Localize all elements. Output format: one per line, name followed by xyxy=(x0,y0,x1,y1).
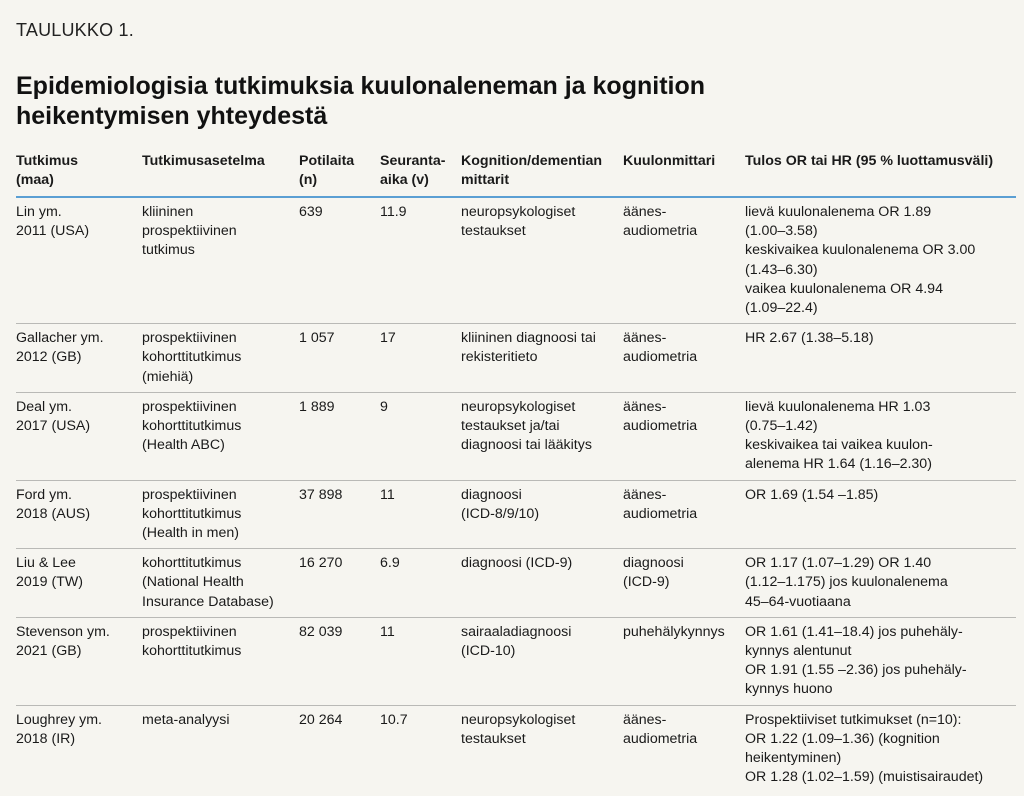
cell-line: prospektiivinen xyxy=(142,330,237,347)
cell-patients xyxy=(299,480,380,549)
cell-line: prospektiivinen xyxy=(142,486,237,503)
cell-cognition-measures xyxy=(461,480,623,549)
cell-design xyxy=(142,392,299,480)
cell-line: Loughrey ym. xyxy=(16,711,102,728)
header-line: Tutkimus xyxy=(16,153,79,169)
cell-line: testaukset ja/tai xyxy=(461,418,560,435)
cell-line: (ICD-10) xyxy=(461,643,516,660)
cell-line: keskivaikea tai vaikea kuulon- xyxy=(745,437,933,454)
cell-patients xyxy=(299,392,380,480)
cell-line: lievä kuulonalenema OR 1.89 xyxy=(745,204,932,220)
cell-line: (National Health xyxy=(142,574,244,591)
cell-result xyxy=(745,480,1016,549)
cell-patients xyxy=(299,324,380,393)
cell-study xyxy=(16,480,142,549)
cell-study xyxy=(16,197,142,324)
column-header-hearing-measure xyxy=(623,152,745,197)
cell-design xyxy=(142,549,299,618)
cell-line: OR 1.22 (1.09–1.36) (kognition xyxy=(745,730,940,747)
cell-line: 2019 (TW) xyxy=(16,574,84,591)
cell-line: 2018 (AUS) xyxy=(16,505,91,522)
cell-line: diagnoosi xyxy=(623,555,684,572)
cell-follow-up xyxy=(380,705,461,792)
cell-line: diagnoosi tai lääkitys xyxy=(461,437,592,454)
cell-line: neuropsykologiset xyxy=(461,711,576,728)
cell-hearing-measure xyxy=(623,392,745,480)
cell-line: kohorttitutkimus xyxy=(142,643,242,660)
cell-follow-up xyxy=(380,392,461,480)
cell-patients xyxy=(299,705,380,792)
cell-line: 2021 (GB) xyxy=(16,643,82,660)
cell-line: kliininen xyxy=(142,204,194,220)
cell-line: 11.9 xyxy=(380,204,407,220)
cell-line: 2017 (USA) xyxy=(16,418,91,435)
cell-line: OR 1.17 (1.07–1.29) OR 1.40 xyxy=(745,555,932,572)
cell-line: diagnoosi (ICD-9) xyxy=(461,555,573,572)
cell-design xyxy=(142,197,299,324)
cell-line: Liu & Lee xyxy=(16,555,76,572)
cell-line: OR 1.28 (1.02–1.59) (muistisairaudet) xyxy=(745,769,984,786)
table-row xyxy=(16,617,1016,705)
table-label: TAULUKKO 1. xyxy=(16,20,134,40)
cell-line: sairaaladiagnoosi xyxy=(461,623,572,640)
cell-line: audiometria xyxy=(623,730,698,747)
cell-cognition-measures xyxy=(461,705,623,792)
cell-hearing-measure xyxy=(623,617,745,705)
cell-study xyxy=(16,705,142,792)
cell-line: (ICD-9) xyxy=(623,574,670,591)
header-line: Tulos OR tai HR (95 % luottamusväli) xyxy=(745,153,994,169)
cell-line: (1.09–22.4) xyxy=(745,300,818,317)
cell-line: (Health ABC) xyxy=(142,437,225,454)
column-header-design xyxy=(142,152,299,197)
table-row xyxy=(16,705,1016,792)
cell-line: prospektiivinen xyxy=(142,398,237,415)
cell-study xyxy=(16,549,142,618)
cell-line: testaukset xyxy=(461,730,526,747)
cell-line: OR 1.69 (1.54 –1.85) xyxy=(745,486,879,503)
cell-line: tutkimus xyxy=(142,242,195,259)
header-line: mittarit xyxy=(461,172,510,189)
studies-table xyxy=(16,152,1016,792)
cell-line: 10.7 xyxy=(380,711,408,728)
cell-line: 6.9 xyxy=(380,555,400,572)
cell-line: äänes- xyxy=(623,330,667,347)
cell-line: kohorttitutkimus xyxy=(142,555,242,572)
cell-cognition-measures xyxy=(461,549,623,618)
cell-line: (1.43–6.30) xyxy=(745,261,818,278)
cell-line: neuropsykologiset xyxy=(461,204,576,220)
cell-follow-up xyxy=(380,480,461,549)
header-line: Tutkimusasetelma xyxy=(142,153,265,169)
cell-line: 1 057 xyxy=(299,330,335,347)
table-row xyxy=(16,392,1016,480)
cell-cognition-measures xyxy=(461,324,623,393)
cell-line: lievä kuulonalenema HR 1.03 xyxy=(745,398,931,415)
cell-line: neuropsykologiset xyxy=(461,398,576,415)
cell-line: audiometria xyxy=(623,505,698,522)
table-header-row xyxy=(16,152,1016,197)
cell-line: audiometria xyxy=(623,349,698,366)
cell-patients xyxy=(299,549,380,618)
cell-line: Stevenson ym. xyxy=(16,623,110,640)
table-body xyxy=(16,197,1016,792)
cell-line: (miehiä) xyxy=(142,368,194,385)
cell-line: Lin ym. xyxy=(16,204,62,220)
cell-line: äänes- xyxy=(623,204,667,220)
cell-line: alenema HR 1.64 (1.16–2.30) xyxy=(745,456,932,473)
cell-line: diagnoosi xyxy=(461,486,522,503)
cell-study xyxy=(16,392,142,480)
cell-design xyxy=(142,480,299,549)
cell-line: keskivaikea kuulonalenema OR 3.00 xyxy=(745,242,976,259)
column-header-follow-up xyxy=(380,152,461,197)
cell-line: audiometria xyxy=(623,418,698,435)
table-row xyxy=(16,549,1016,618)
cell-follow-up xyxy=(380,324,461,393)
cell-line: 11 xyxy=(380,486,395,503)
cell-study xyxy=(16,324,142,393)
cell-line: (0.75–1.42) xyxy=(745,418,818,435)
cell-line: 1 889 xyxy=(299,398,335,415)
cell-result xyxy=(745,549,1016,618)
header-line: Potilaita xyxy=(299,153,355,169)
cell-line: 20 264 xyxy=(299,711,343,728)
cell-hearing-measure xyxy=(623,324,745,393)
cell-line: kohorttitutkimus xyxy=(142,505,242,522)
cell-line: meta-analyysi xyxy=(142,711,230,728)
cell-result xyxy=(745,705,1016,792)
cell-line: 16 270 xyxy=(299,555,343,572)
cell-line: vaikea kuulonalenema OR 4.94 xyxy=(745,280,943,297)
cell-line: 9 xyxy=(380,398,388,415)
cell-line: Gallacher ym. xyxy=(16,330,104,347)
cell-line: äänes- xyxy=(623,398,667,415)
cell-line: 2011 (USA) xyxy=(16,223,90,240)
cell-line: prospektiivinen xyxy=(142,623,237,640)
cell-line: (1.12–1.175) jos kuulonalenema xyxy=(745,574,948,591)
cell-follow-up xyxy=(380,617,461,705)
cell-design xyxy=(142,705,299,792)
cell-line: 82 039 xyxy=(299,623,343,640)
column-header-patients xyxy=(299,152,380,197)
cell-result xyxy=(745,617,1016,705)
cell-line: 2018 (IR) xyxy=(16,730,76,747)
cell-follow-up xyxy=(380,197,461,324)
cell-line: kynnys alentunut xyxy=(745,643,852,660)
cell-line: 639 xyxy=(299,204,323,220)
title-line: heikentymisen yhteydestä xyxy=(16,102,328,130)
cell-design xyxy=(142,617,299,705)
title-line: Epidemiologisia tutkimuksia kuulonaleneman ja kognition xyxy=(16,72,706,100)
cell-line: audiometria xyxy=(623,223,698,240)
cell-line: 45–64-vuotiaana xyxy=(745,593,851,610)
cell-hearing-measure xyxy=(623,480,745,549)
table-row xyxy=(16,324,1016,393)
cell-line: 37 898 xyxy=(299,486,343,503)
cell-line: rekisteritieto xyxy=(461,349,538,366)
table-title xyxy=(16,71,996,131)
cell-cognition-measures xyxy=(461,617,623,705)
header-line: Seuranta- xyxy=(380,153,446,169)
cell-line: (Health in men) xyxy=(142,525,239,542)
cell-line: Insurance Database) xyxy=(142,593,274,610)
cell-line: äänes- xyxy=(623,486,667,503)
cell-hearing-measure xyxy=(623,549,745,618)
cell-hearing-measure xyxy=(623,197,745,324)
cell-follow-up xyxy=(380,549,461,618)
cell-line: (1.00–3.58) xyxy=(745,223,818,240)
cell-result xyxy=(745,324,1016,393)
table-row xyxy=(16,480,1016,549)
cell-line: prospektiivinen xyxy=(142,223,237,240)
cell-line: Ford ym. xyxy=(16,486,72,503)
table-row xyxy=(16,197,1016,324)
cell-line: OR 1.91 (1.55 –2.36) jos puhehäly- xyxy=(745,662,967,679)
cell-line: Prospektiiviset tutkimukset (n=10): xyxy=(745,711,962,728)
cell-result xyxy=(745,197,1016,324)
cell-line: kliininen diagnoosi tai xyxy=(461,330,596,347)
cell-hearing-measure xyxy=(623,705,745,792)
cell-line: (ICD-8/9/10) xyxy=(461,505,540,522)
column-header-cognition-measures xyxy=(461,152,623,197)
cell-line: kohorttitutkimus xyxy=(142,349,242,366)
header-line: aika (v) xyxy=(380,172,429,189)
cell-line: kohorttitutkimus xyxy=(142,418,242,435)
cell-study xyxy=(16,617,142,705)
cell-line: 17 xyxy=(380,330,396,347)
cell-design xyxy=(142,324,299,393)
cell-line: 11 xyxy=(380,623,395,640)
cell-line: 2012 (GB) xyxy=(16,349,82,366)
column-header-result xyxy=(745,152,1016,197)
cell-line: kynnys huono xyxy=(745,681,833,698)
cell-patients xyxy=(299,617,380,705)
cell-line: Deal ym. xyxy=(16,398,72,415)
header-line: (maa) xyxy=(16,172,54,189)
column-header-study xyxy=(16,152,142,197)
cell-result xyxy=(745,392,1016,480)
cell-line: OR 1.61 (1.41–18.4) jos puhehäly- xyxy=(745,623,963,640)
cell-line: HR 2.67 (1.38–5.18) xyxy=(745,330,874,347)
cell-patients xyxy=(299,197,380,324)
cell-cognition-measures xyxy=(461,197,623,324)
header-line: Kognition/dementian xyxy=(461,153,603,169)
header-line: (n) xyxy=(299,172,318,189)
cell-line: testaukset xyxy=(461,223,526,240)
header-line: Kuulonmittari xyxy=(623,153,716,169)
cell-line: äänes- xyxy=(623,711,667,728)
cell-line: heikentyminen) xyxy=(745,750,842,767)
cell-cognition-measures xyxy=(461,392,623,480)
cell-line: puhehälykynnys xyxy=(623,623,725,640)
